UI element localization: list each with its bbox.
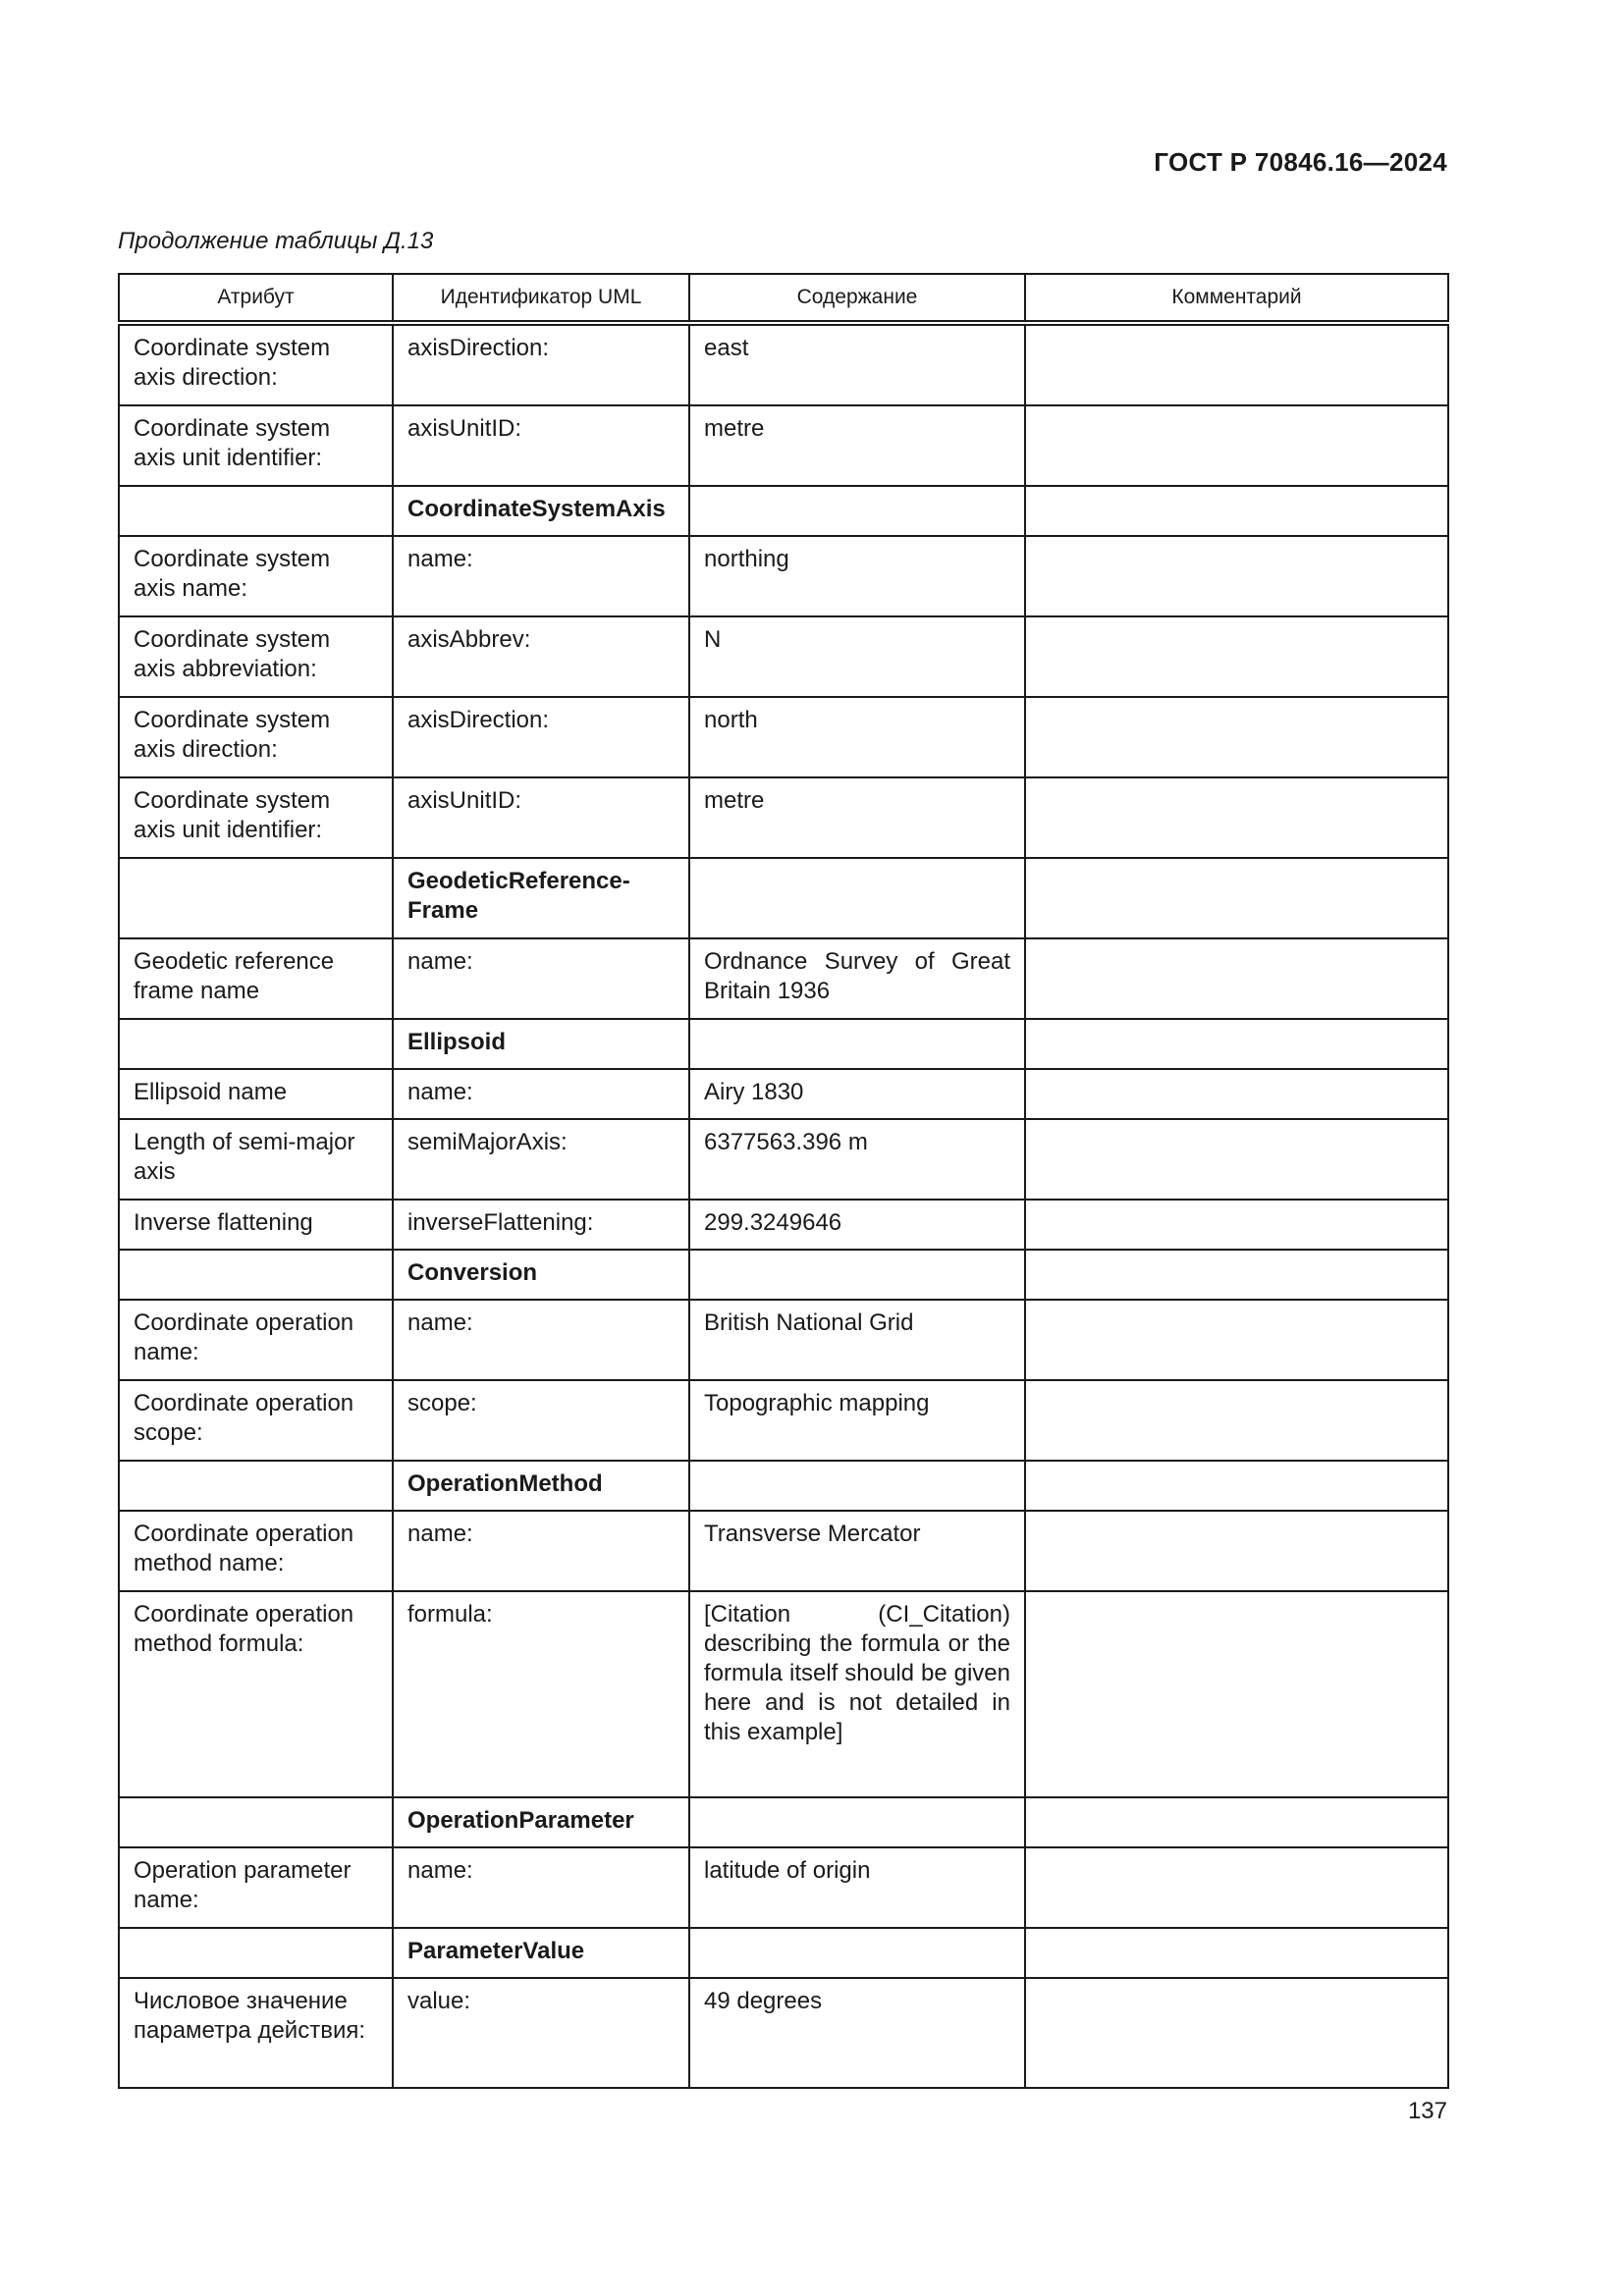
cell-comment bbox=[1025, 486, 1448, 536]
table-row bbox=[119, 1119, 1448, 1200]
cell-uml: name: bbox=[393, 1069, 689, 1119]
cell-content: Transverse Mercator bbox=[689, 1511, 1025, 1591]
cell-attribute: Length of semi-major axis bbox=[119, 1119, 393, 1200]
cell-attribute: Coordinate system axis unit identifier: bbox=[119, 405, 393, 486]
table-row bbox=[119, 1591, 1448, 1797]
cell-uml-class: Ellipsoid bbox=[393, 1019, 689, 1069]
cell-comment bbox=[1025, 1019, 1448, 1069]
cell-comment bbox=[1025, 777, 1448, 858]
table-row bbox=[119, 405, 1448, 486]
cell-attribute bbox=[119, 1928, 393, 1978]
cell-comment bbox=[1025, 1591, 1448, 1797]
cell-uml: name: bbox=[393, 1511, 689, 1591]
cell-attribute: Coordinate operation method formula: bbox=[119, 1591, 393, 1797]
cell-comment bbox=[1025, 858, 1448, 938]
table-row bbox=[119, 1978, 1448, 2088]
cell-content: 299.3249646 bbox=[689, 1200, 1025, 1250]
cell-comment bbox=[1025, 1978, 1448, 2088]
cell-content: latitude of origin bbox=[689, 1847, 1025, 1928]
cell-content bbox=[689, 1461, 1025, 1511]
cell-content: metre bbox=[689, 405, 1025, 486]
cell-comment bbox=[1025, 1511, 1448, 1591]
cell-content: Topographic mapping bbox=[689, 1380, 1025, 1461]
table-section-row bbox=[119, 1461, 1448, 1511]
cell-uml: semiMajorAxis: bbox=[393, 1119, 689, 1200]
cell-comment bbox=[1025, 697, 1448, 777]
cell-comment bbox=[1025, 1847, 1448, 1928]
cell-comment bbox=[1025, 616, 1448, 697]
cell-content bbox=[689, 1019, 1025, 1069]
table-row bbox=[119, 1511, 1448, 1591]
cell-comment bbox=[1025, 1797, 1448, 1847]
cell-attribute: Coordinate system axis abbreviation: bbox=[119, 616, 393, 697]
table-row bbox=[119, 536, 1448, 616]
cell-attribute: Operation parameter name: bbox=[119, 1847, 393, 1928]
cell-comment bbox=[1025, 938, 1448, 1019]
cell-uml: inverseFlattening: bbox=[393, 1200, 689, 1250]
cell-content bbox=[689, 1250, 1025, 1300]
cell-attribute: Coordinate operation scope: bbox=[119, 1380, 393, 1461]
cell-content bbox=[689, 1797, 1025, 1847]
cell-uml-class: OperationParameter bbox=[393, 1797, 689, 1847]
cell-attribute bbox=[119, 858, 393, 938]
cell-attribute bbox=[119, 1019, 393, 1069]
cell-attribute: Coordinate system axis direction: bbox=[119, 323, 393, 405]
cell-comment bbox=[1025, 1200, 1448, 1250]
table-section-row bbox=[119, 858, 1448, 938]
cell-comment bbox=[1025, 536, 1448, 616]
table-row bbox=[119, 1847, 1448, 1928]
cell-attribute: Coordinate system axis direction: bbox=[119, 697, 393, 777]
cell-attribute: Coordinate operation name: bbox=[119, 1300, 393, 1380]
cell-uml: value: bbox=[393, 1978, 689, 2088]
table-section-row bbox=[119, 1797, 1448, 1847]
cell-attribute bbox=[119, 1250, 393, 1300]
attribute-table bbox=[118, 273, 1449, 2089]
cell-content: 49 degrees bbox=[689, 1978, 1025, 2088]
cell-comment bbox=[1025, 1928, 1448, 1978]
cell-content bbox=[689, 858, 1025, 938]
cell-content: east bbox=[689, 323, 1025, 405]
cell-uml: scope: bbox=[393, 1380, 689, 1461]
header-uml-identifier: Идентификатор UML bbox=[393, 274, 689, 323]
cell-uml-class: OperationMethod bbox=[393, 1461, 689, 1511]
table-header-row bbox=[119, 274, 1448, 323]
table-row bbox=[119, 697, 1448, 777]
page-number: 137 bbox=[1407, 2098, 1447, 2124]
cell-uml: axisAbbrev: bbox=[393, 616, 689, 697]
cell-content: British National Grid bbox=[689, 1300, 1025, 1380]
table-section-row bbox=[119, 1019, 1448, 1069]
cell-content: north bbox=[689, 697, 1025, 777]
cell-content: Airy 1830 bbox=[689, 1069, 1025, 1119]
cell-content: 6377563.396 m bbox=[689, 1119, 1025, 1200]
cell-attribute bbox=[119, 1461, 393, 1511]
cell-attribute: Geodetic reference frame name bbox=[119, 938, 393, 1019]
cell-attribute: Числовое значение параметра действия: bbox=[119, 1978, 393, 2088]
document-code: ГОСТ Р 70846.16—2024 bbox=[1154, 147, 1447, 177]
cell-comment bbox=[1025, 1461, 1448, 1511]
cell-comment bbox=[1025, 405, 1448, 486]
cell-uml-class: ParameterValue bbox=[393, 1928, 689, 1978]
cell-attribute: Coordinate system axis unit identifier: bbox=[119, 777, 393, 858]
cell-uml-class: GeodeticReference-Frame bbox=[393, 858, 689, 938]
cell-uml: name: bbox=[393, 536, 689, 616]
table-section-row bbox=[119, 1250, 1448, 1300]
table-row bbox=[119, 1069, 1448, 1119]
table-section-row bbox=[119, 486, 1448, 536]
cell-comment bbox=[1025, 323, 1448, 405]
table-section-row bbox=[119, 1928, 1448, 1978]
cell-uml-class: CoordinateSystemAxis bbox=[393, 486, 689, 536]
table-row bbox=[119, 1200, 1448, 1250]
table-row bbox=[119, 1380, 1448, 1461]
cell-content bbox=[689, 1928, 1025, 1978]
table-row bbox=[119, 323, 1448, 405]
cell-comment bbox=[1025, 1380, 1448, 1461]
cell-content: Ordnance Survey of Great Britain 1936 bbox=[689, 938, 1025, 1019]
header-attribute: Атрибут bbox=[119, 274, 393, 323]
cell-attribute: Coordinate system axis name: bbox=[119, 536, 393, 616]
cell-uml: name: bbox=[393, 1300, 689, 1380]
cell-comment bbox=[1025, 1119, 1448, 1200]
header-comment: Комментарий bbox=[1025, 274, 1448, 323]
cell-uml: axisUnitID: bbox=[393, 777, 689, 858]
cell-attribute: Inverse flattening bbox=[119, 1200, 393, 1250]
table-row bbox=[119, 777, 1448, 858]
table-caption: Продолжение таблицы Д.13 bbox=[118, 228, 434, 254]
cell-content: metre bbox=[689, 777, 1025, 858]
cell-attribute bbox=[119, 486, 393, 536]
header-content: Содержание bbox=[689, 274, 1025, 323]
table-row bbox=[119, 1300, 1448, 1380]
cell-uml: axisDirection: bbox=[393, 697, 689, 777]
cell-attribute bbox=[119, 1797, 393, 1847]
cell-uml-class: Conversion bbox=[393, 1250, 689, 1300]
cell-content: [Citation (CI_Citation) describing the formula or the formula itself should be given here and is not detailed in this example] bbox=[689, 1591, 1025, 1797]
cell-content bbox=[689, 486, 1025, 536]
cell-uml: formula: bbox=[393, 1591, 689, 1797]
cell-content: northing bbox=[689, 536, 1025, 616]
cell-uml: axisUnitID: bbox=[393, 405, 689, 486]
cell-comment bbox=[1025, 1250, 1448, 1300]
cell-uml: axisDirection: bbox=[393, 323, 689, 405]
cell-comment bbox=[1025, 1300, 1448, 1380]
cell-comment bbox=[1025, 1069, 1448, 1119]
cell-content: N bbox=[689, 616, 1025, 697]
cell-attribute: Coordinate operation method name: bbox=[119, 1511, 393, 1591]
cell-uml: name: bbox=[393, 1847, 689, 1928]
table-row bbox=[119, 616, 1448, 697]
table-row bbox=[119, 938, 1448, 1019]
cell-attribute: Ellipsoid name bbox=[119, 1069, 393, 1119]
cell-uml: name: bbox=[393, 938, 689, 1019]
